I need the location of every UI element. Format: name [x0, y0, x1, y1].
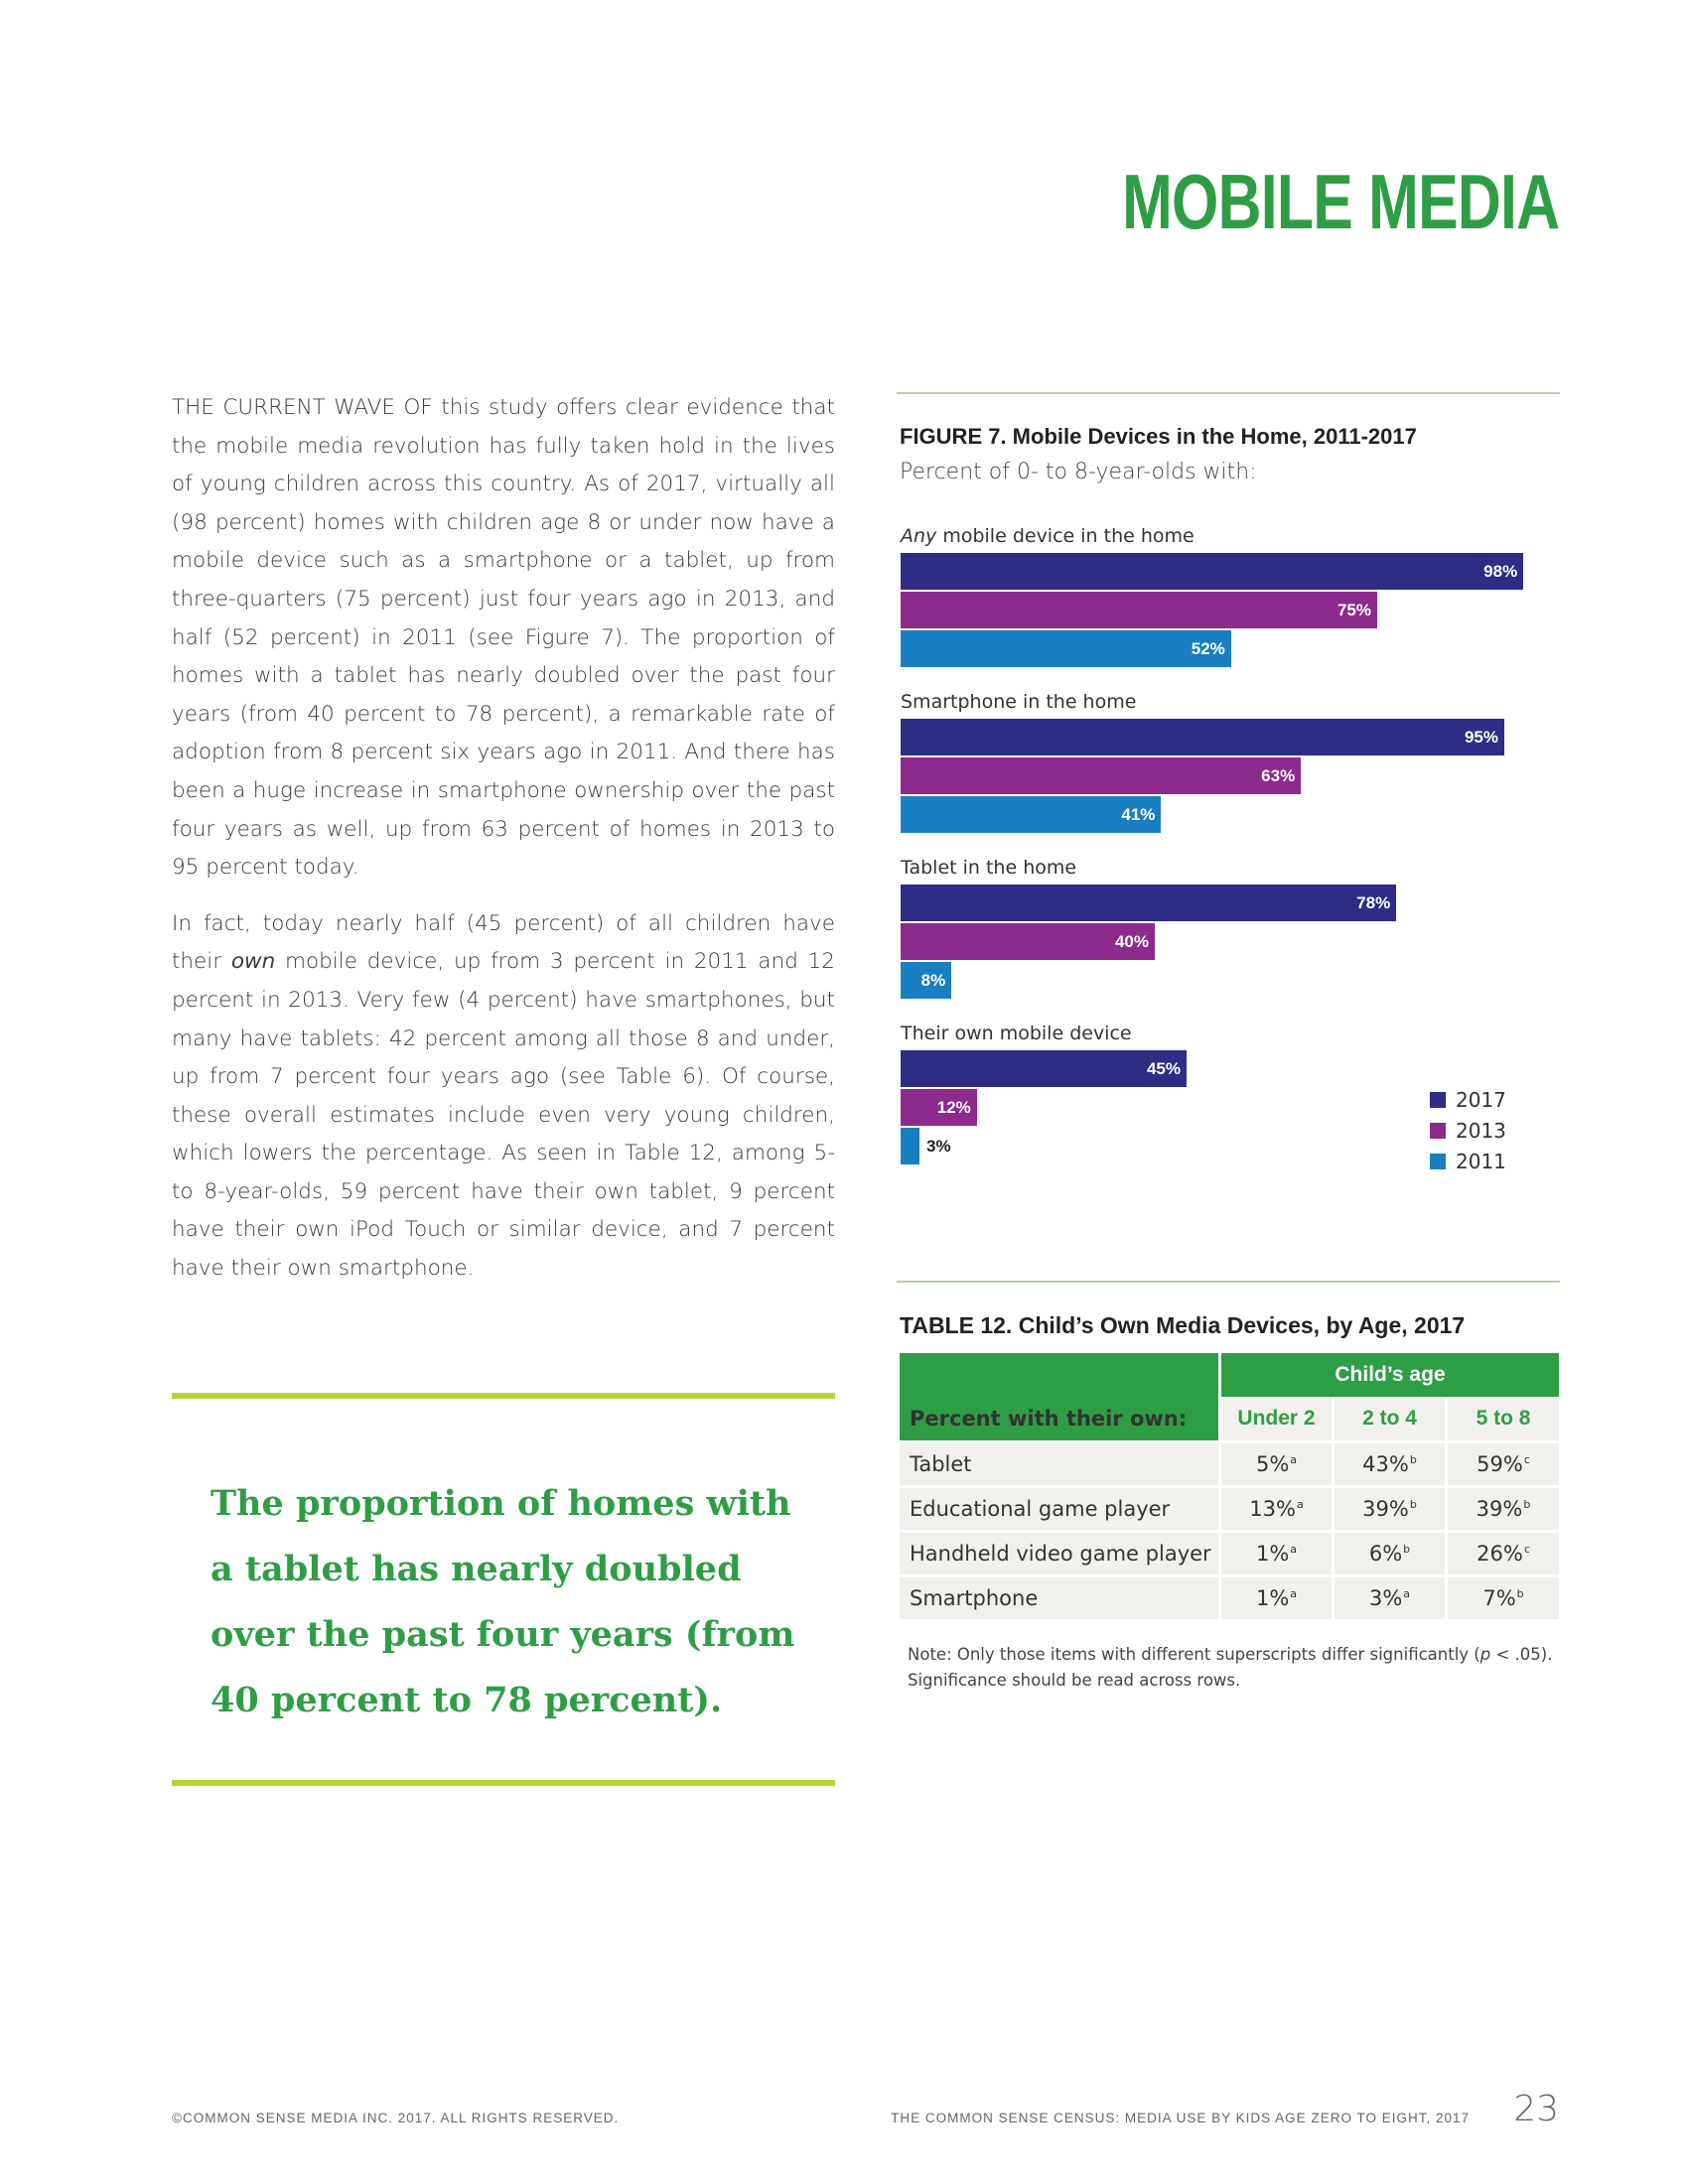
significance-superscript: a	[1290, 1587, 1298, 1600]
paragraph-2-emphasis: own	[230, 949, 276, 975]
table-cell: 7%$^b$	[1447, 1576, 1560, 1620]
table-cell: 6%$^b$	[1334, 1532, 1447, 1576]
bar-value-label: 78%	[1356, 893, 1391, 912]
legend-swatch	[1430, 1154, 1446, 1169]
bar-2011-3	[901, 1128, 919, 1164]
table-row	[900, 1442, 1559, 1487]
pullquote-bottom-rule	[172, 1780, 835, 1786]
bar-2017-2	[901, 885, 1396, 921]
legend-label: 2013	[1456, 1118, 1506, 1143]
table-row-header: Percent with their own:	[900, 1397, 1220, 1442]
table-top-rule	[897, 1281, 1560, 1283]
row-label: Handheld video game player	[900, 1532, 1220, 1576]
significance-superscript: b	[1523, 1498, 1531, 1511]
legend-swatch	[1430, 1123, 1446, 1139]
table-header-row-1	[900, 1353, 1559, 1397]
row-label: Educational game player	[900, 1487, 1220, 1532]
bar-value-label: 63%	[1261, 766, 1296, 785]
table-body	[900, 1442, 1559, 1620]
bar-2013-1	[901, 757, 1301, 794]
significance-superscript: b	[1516, 1587, 1524, 1600]
pullquote: The proportion of homes with a tablet has nearly doubled over the past four years (from 40 percent to 78 percent).	[211, 1483, 795, 1720]
pullquote-top-rule	[172, 1393, 835, 1399]
significance-superscript: b	[1409, 1498, 1417, 1511]
legend-item-2011	[1430, 1146, 1506, 1176]
group-label-own-device: Their own mobile device	[901, 1023, 1132, 1044]
bar-2013-0	[901, 592, 1377, 628]
significance-superscript: c	[1523, 1453, 1530, 1466]
paragraph-2	[172, 905, 835, 1289]
group-label-any-device	[901, 525, 1195, 547]
table-note	[908, 1642, 1563, 1694]
figure-top-rule	[897, 392, 1560, 394]
body-text	[172, 389, 835, 1306]
significance-superscript: c	[1523, 1543, 1530, 1556]
bar-value-label: 52%	[1191, 639, 1225, 658]
table-note-text-a: Note: Only those items with different superscripts differ significantly (	[908, 1645, 1480, 1664]
bar-value-label: 75%	[1336, 601, 1371, 619]
significance-superscript: b	[1403, 1543, 1411, 1556]
table-cell: 59%$^c$	[1447, 1442, 1560, 1487]
significance-superscript: a	[1290, 1543, 1298, 1556]
bar-value-label: 40%	[1114, 932, 1149, 951]
paragraph-1	[172, 389, 835, 887]
group-label-rest: mobile device in the home	[936, 525, 1195, 547]
paragraph-2-text-b: mobile device, up from 3 percent in 2011 and 12 percent in 2013. Very few (4 percent) have smartphones, but many have tablets: 42 percent among all those 8 and under, up from 7 percent four years ago (see Table 6). Of course, these overall estimates include even very young children, which lowers the percentage. As seen in Table 12, among 5- to 8-year-olds, 59 percent have their own tablet, 9 percent have their own iPod Touch or similar device, and 7 percent have their own smartphone.	[172, 949, 835, 1282]
significance-superscript: a	[1290, 1453, 1298, 1466]
significance-superscript: b	[1409, 1453, 1417, 1466]
legend-item-2017	[1430, 1084, 1506, 1115]
chart-legend	[1430, 1084, 1506, 1176]
bar-2017-0	[901, 553, 1523, 590]
table-cell: 26%$^c$	[1447, 1532, 1560, 1576]
legend-label: 2011	[1456, 1149, 1506, 1173]
footer-copyright: ©COMMON SENSE MEDIA INC. 2017. ALL RIGHTS RESERVED.	[172, 2111, 620, 2125]
table-title: TABLE 12. Child’s Own Media Devices, by Age, 2017	[900, 1312, 1466, 1338]
table-cell: 43%$^b$	[1334, 1442, 1447, 1487]
table-cell: 39%$^b$	[1334, 1487, 1447, 1532]
significance-superscript: a	[1296, 1498, 1304, 1511]
column-header-2-to-4: 2 to 4	[1334, 1397, 1447, 1442]
table-row	[900, 1487, 1559, 1532]
bar-value-label: 12%	[936, 1098, 971, 1117]
table-header-corner	[900, 1353, 1220, 1397]
page-title: MOBILE MEDIA	[1121, 158, 1559, 245]
group-label-tablet: Tablet in the home	[901, 857, 1077, 879]
bar-value-label: 41%	[1121, 805, 1156, 824]
column-header-under-2: Under 2	[1220, 1397, 1334, 1442]
table-cell: 1%$^a$	[1220, 1576, 1334, 1620]
bar-2017-1	[901, 719, 1504, 755]
bar-value-label: 45%	[1146, 1059, 1181, 1078]
figure-subtitle: Percent of 0- to 8-year-olds with:	[900, 460, 1257, 484]
paragraph-lead: THE CURRENT WAVE OF	[172, 395, 433, 420]
table-cell: 13%$^a$	[1220, 1487, 1334, 1532]
group-label-emphasis: Any	[901, 525, 937, 547]
table-note-text-b: < .05). Significance should be read across rows.	[908, 1645, 1553, 1690]
bar-value-label: 95%	[1464, 728, 1498, 747]
table-row	[900, 1532, 1559, 1576]
table-cell: 39%$^b$	[1447, 1487, 1560, 1532]
figure-title: FIGURE 7. Mobile Devices in the Home, 2011-2017	[900, 424, 1417, 449]
group-label-smartphone: Smartphone in the home	[901, 691, 1137, 713]
row-label: Smartphone	[900, 1576, 1220, 1620]
table-cell: 3%$^a$	[1334, 1576, 1447, 1620]
paragraph-1-text: this study offers clear evidence that the mobile media revolution has fully taken hold in the lives of young children across this country. As of 2017, virtually all (98 percent) homes with children age 8 or under now have a mobile device such as a smartphone or a tablet, up from three-quarters (75 percent) just four years ago in 2013, and half (52 percent) in 2011 (see Figure 7). The proportion of homes with a tablet has nearly doubled over the past four years (from 40 percent to 78 percent), a remarkable rate of adoption from 8 percent six years ago in 2011. And there has been a huge increase in smartphone ownership over the past four years as well, up from 63 percent of homes in 2013 to 95 percent today.	[172, 395, 835, 881]
page-number: 23	[1513, 2089, 1559, 2129]
legend-item-2013	[1430, 1115, 1506, 1146]
column-header-5-to-8: 5 to 8	[1447, 1397, 1560, 1442]
table-cell: 5%$^a$	[1220, 1442, 1334, 1487]
legend-label: 2017	[1456, 1087, 1506, 1112]
footer-publication: THE COMMON SENSE CENSUS: MEDIA USE BY KIDS AGE ZERO TO EIGHT, 2017	[891, 2111, 1470, 2125]
bar-value-label: 3%	[926, 1137, 951, 1156]
bar-value-label: 98%	[1483, 562, 1518, 581]
bar-value-label: 8%	[920, 971, 946, 990]
table-cell: 1%$^a$	[1220, 1532, 1334, 1576]
table-group-header: Child’s age	[1220, 1353, 1560, 1397]
legend-swatch	[1430, 1092, 1446, 1108]
table-note-p: p	[1479, 1645, 1491, 1664]
table-header-row-2	[900, 1397, 1559, 1442]
data-table	[900, 1353, 1559, 1619]
table-row	[900, 1576, 1559, 1620]
paragraph-2-text-a: In fact, today nearly half (45 percent) of all children have their	[172, 910, 835, 975]
significance-superscript: a	[1403, 1587, 1411, 1600]
row-label: Tablet	[900, 1442, 1220, 1487]
